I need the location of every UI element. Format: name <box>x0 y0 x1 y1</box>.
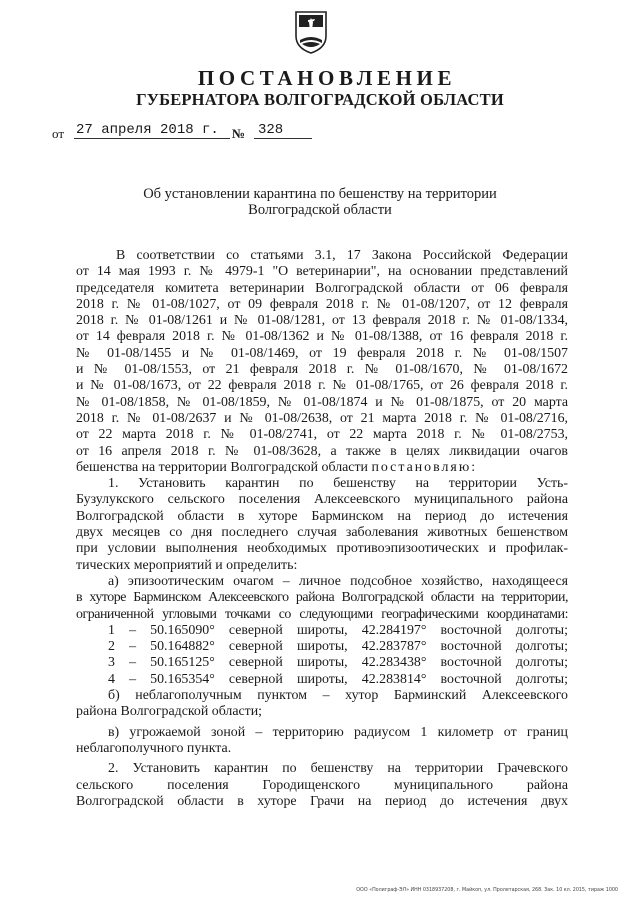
body-line: от 14 мая 1993 г. № 4979-1 "О ветеринарии", на основании представлений <box>76 264 568 280</box>
issuer-title: ГУБЕРНАТОРА ВОЛГОГРАДСКОЙ ОБЛАСТИ <box>136 90 504 109</box>
decree-date: 27 апреля 2018 г. <box>74 122 230 139</box>
item-1a-line: а) эпизоотическим очагом – личное подсобное хозяйство, находящееся <box>108 573 568 589</box>
coordinate-line: 3 – 50.165125° северной широты, 42.283438° восточной долготы; <box>108 655 568 671</box>
decree-number: 328 <box>254 122 312 139</box>
coat-of-arms-icon <box>294 10 328 54</box>
number-prefix: № <box>232 126 246 141</box>
item-1-line: Волгоградской области в хуторе Барминском на период до истечения <box>76 508 568 524</box>
item-1-line: Бузулукского сельского поселения Алексеевского муниципального района <box>76 492 568 508</box>
body-text: бешенства на территории Волгоградской области <box>76 459 368 475</box>
item-1-line: тических мероприятий и определить: <box>76 557 298 573</box>
item-1c-line: в) угрожаемой зоной – территорию радиусом 1 километр от границ <box>108 724 568 740</box>
body-line: № 01-08/1858, № 01-08/1859, № 01-08/1874 и № 01-08/1875, от 20 марта <box>76 394 568 410</box>
date-prefix: от <box>52 126 65 141</box>
coordinate-line: 4 – 50.165354° северной широты, 42.283814° восточной долготы; <box>108 671 568 687</box>
item-1a-line: в хуторе Барминском Алексеевского района Волгоградской области на территории, <box>76 590 568 606</box>
body-line: от 14 февраля 2018 г. № 01-08/1362 и № 01-08/1388, от 16 февраля 2018 г. <box>76 329 568 345</box>
coordinate-line: 1 – 50.165090° северной широты, 42.284197° восточной долготы; <box>108 622 568 638</box>
body-line: председателя комитета ветеринарии Волгоградской области от 06 февраля <box>76 280 568 296</box>
item-2-line: 2. Установить карантин по бешенству на территории Грачевского <box>108 761 568 777</box>
subject-line: Об установлении карантина по бешенству на территории <box>143 186 497 202</box>
body-line: от 16 апреля 2018 г. № 01-08/3628, а также в целях ликвидации очагов <box>76 443 568 459</box>
item-2-line: сельского поселения Городищенского муниципального района <box>76 777 568 793</box>
body-line: 2018 г. № 01-08/2637 и № 01-08/2638, от 21 марта 2018 г. № 01-08/2716, <box>76 410 568 426</box>
body-line-decree <box>76 460 568 476</box>
item-1c-line: неблагополучного пункта. <box>76 740 232 756</box>
body-line: 2018 г. № 01-08/1261 и № 01-08/1281, от 13 февраля 2018 г. № 01-08/1334, <box>76 313 568 329</box>
item-1a-line: ограниченной угловыми точками со следующими географическими координатами: <box>76 606 568 622</box>
item-1-line: двух месяцев со дня последнего случая заболевания животных бешенством <box>76 525 568 541</box>
item-1b-line: района Волгоградской области; <box>76 704 263 720</box>
body-line: 2018 г. № 01-08/1027, от 09 февраля 2018 г. № 01-08/1207, от 12 февраля <box>76 296 568 312</box>
coordinate-line: 2 – 50.164882° северной широты, 42.283787° восточной долготы; <box>108 639 568 655</box>
date-number-line <box>52 122 612 142</box>
body-line: В соответствии со статьями 3.1, 17 Закона Российской Федерации <box>116 248 568 263</box>
document-type-title: ПОСТАНОВЛЕНИЕ <box>197 66 457 90</box>
body-line: и № 01-08/1553, от 21 февраля 2018 г. № 01-08/1670, № 01-08/1672 <box>76 362 568 378</box>
body-line: от 22 марта 2018 г. № 01-08/2741, от 22 марта 2018 г. № 01-08/2753, <box>76 427 568 443</box>
body-line: № 01-08/1455 и № 01-08/1469, от 19 февраля 2018 г. № 01-08/1507 <box>76 345 568 361</box>
decree-word: постановляю: <box>371 459 478 475</box>
item-1b-line: б) неблагополучным пунктом – хутор Барминский Алексеевского <box>108 688 568 704</box>
decree-subject <box>0 186 640 218</box>
item-1-line: 1. Установить карантин по бешенству на территории Усть- <box>108 476 568 492</box>
decree-body <box>76 248 568 810</box>
item-1-line: при условии выполнения необходимых противоэпизоотических и профилак- <box>76 541 568 557</box>
item-2-line: Волгоградской области в хуторе Грачи на период до истечения двух <box>76 793 568 809</box>
printer-imprint: ООО «Полиграф-ЭЛ» ИНН 0318937208, г. Майкоп, ул. Пролетарская, 268. Зак. 10 кл. 2015, тираж 1000 <box>356 888 618 893</box>
body-line: и № 01-08/1673, от 22 февраля 2018 г. № 01-08/1765, от 26 февраля 2018 г. <box>76 378 568 394</box>
subject-line: Волгоградской области <box>248 202 392 218</box>
